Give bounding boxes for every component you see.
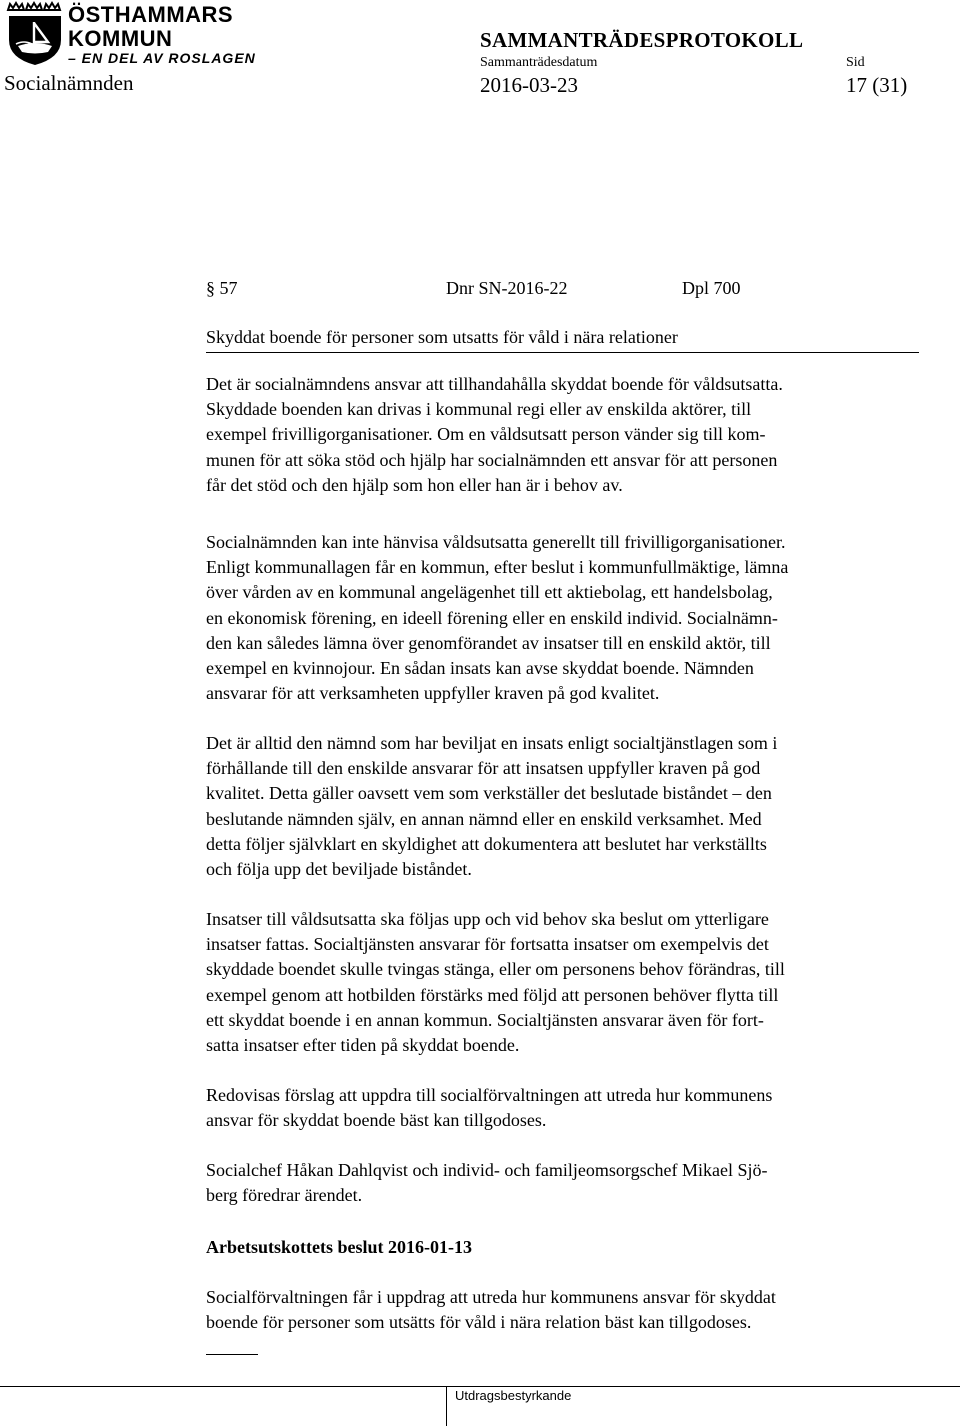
text-line: beslutande nämnden själv, en annan nämnd eller en enskild verksamhet. Med: [206, 808, 762, 829]
case-dpl: Dpl 700: [682, 278, 741, 298]
text-line: Socialförvaltningen får i uppdrag att utreda hur kommunens ansvar för skyddat: [206, 1287, 776, 1307]
document-type: SAMMANTRÄDESPROTOKOLL: [480, 28, 804, 52]
text-line: ansvarar för att verksamheten uppfyller kraven på god kvalitet.: [206, 683, 660, 704]
paragraph-3: [206, 731, 921, 882]
text-line: berg föredrar ärendet.: [206, 1185, 363, 1206]
text-line: Det är socialnämndens ansvar att tillhandahålla skyddat boende för våldsutsatta.: [206, 374, 783, 394]
case-dnr: Dnr SN-2016-22: [446, 278, 568, 298]
text-line: en ekonomisk förening, en ideell förening eller en enskild individ. Socialnämn-: [206, 607, 778, 628]
text-line: boende för personer som utsätts för våld i nära relation bäst kan tillgodoses.: [206, 1312, 752, 1333]
text-line: förhållande till den enskilde ansvarar för att insatsen uppfyller kraven på god: [206, 758, 761, 779]
text-line: ett skyddat boende i en annan kommun. Socialtjänsten ansvarar även för fort-: [206, 1009, 764, 1030]
paragraph-6: [206, 1158, 921, 1208]
text-line: munen för att söka stöd och hjälp har socialnämnden ett ansvar för att personen: [206, 449, 778, 470]
case-title: Skyddat boende för personer som utsatts för våld i nära relationer: [206, 327, 678, 347]
text-line: kvalitet. Detta gäller oavsett vem som verkställer det beslutade biståndet – den: [206, 783, 772, 804]
text-line: exempel genom att hotbilden förstärks med följd att personen behöver flytta till: [206, 984, 779, 1005]
date-label: Sammanträdesdatum: [480, 55, 598, 70]
paragraph-1: [206, 372, 921, 498]
footer-divider: [446, 1386, 447, 1426]
text-line: insatser fattas. Socialtjänsten ansvarar för fortsatta insatser om exempelvis det: [206, 934, 769, 955]
text-line: exempel en kvinnojour. En sådan insats kan avse skyddat boende. Nämnden: [206, 658, 754, 679]
text-line: Enligt kommunallagen får en kommun, efter beslut i kommunfullmäktige, lämna: [206, 557, 789, 578]
paragraph-4: [206, 907, 921, 1058]
footer-rule: [0, 1386, 960, 1387]
text-line: Insatser till våldsutsatta ska följas upp och vid behov ska beslut om ytterligare: [206, 909, 769, 929]
text-line: Redovisas förslag att uppdra till socialförvaltningen att utreda hur kommunens: [206, 1085, 773, 1105]
org-name-line2: KOMMUN: [68, 26, 173, 51]
org-name-line1: ÖSTHAMMARS: [68, 2, 234, 27]
text-line: Socialchef Håkan Dahlqvist och individ- och familjeomsorgschef Mikael Sjö-: [206, 1160, 768, 1180]
decision-heading: Arbetsutskottets beslut 2016-01-13: [206, 1237, 472, 1257]
end-rule: [206, 1354, 258, 1355]
meeting-date: 2016-03-23: [480, 73, 578, 97]
coat-of-arms-icon: [4, 0, 66, 66]
committee-name: Socialnämnden: [4, 71, 134, 95]
text-line: får det stöd och den hjälp som hon eller han är i behov av.: [206, 474, 623, 495]
paragraph-5: [206, 1083, 921, 1133]
municipality-logo: [4, 0, 256, 68]
footer-attestation-label: Utdragsbestyrkande: [455, 1388, 572, 1403]
text-line: detta följer självklart en skyldighet att dokumentera att beslutet har verkställts: [206, 833, 767, 854]
text-line: Det är alltid den nämnd som har beviljat en insats enligt socialtjänstlagen som i: [206, 733, 778, 753]
page-label: Sid: [846, 55, 865, 70]
title-underline: [206, 352, 919, 353]
text-line: ansvar för skyddat boende bäst kan tillgodoses.: [206, 1110, 547, 1131]
decision-text: [206, 1285, 921, 1335]
text-line: Skyddade boenden kan drivas i kommunal regi eller av enskilda aktörer, till: [206, 399, 752, 420]
text-line: över vården av en kommunal angelägenhet till ett aktiebolag, ett handelsbolag,: [206, 582, 773, 603]
text-line: och följa upp det beviljade biståndet.: [206, 859, 472, 880]
text-line: skyddade boendet skulle tvingas stänga, eller om personens behov förändras, till: [206, 959, 785, 980]
paragraph-number: § 57: [206, 278, 238, 298]
paragraph-2: [206, 530, 921, 706]
page-number: 17 (31): [846, 73, 908, 97]
text-line: exempel frivilligorganisationer. Om en våldsutsatt person vänder sig till kom-: [206, 424, 766, 445]
org-tagline: – EN DEL AV ROSLAGEN: [68, 50, 256, 66]
text-line: Socialnämnden kan inte hänvisa våldsutsatta generellt till frivilligorganisationer.: [206, 532, 786, 552]
text-line: satta insatser efter tiden på skyddat boende.: [206, 1035, 520, 1056]
text-line: den kan således lämna över genomförandet av insatser till en enskild aktör, till: [206, 632, 771, 653]
